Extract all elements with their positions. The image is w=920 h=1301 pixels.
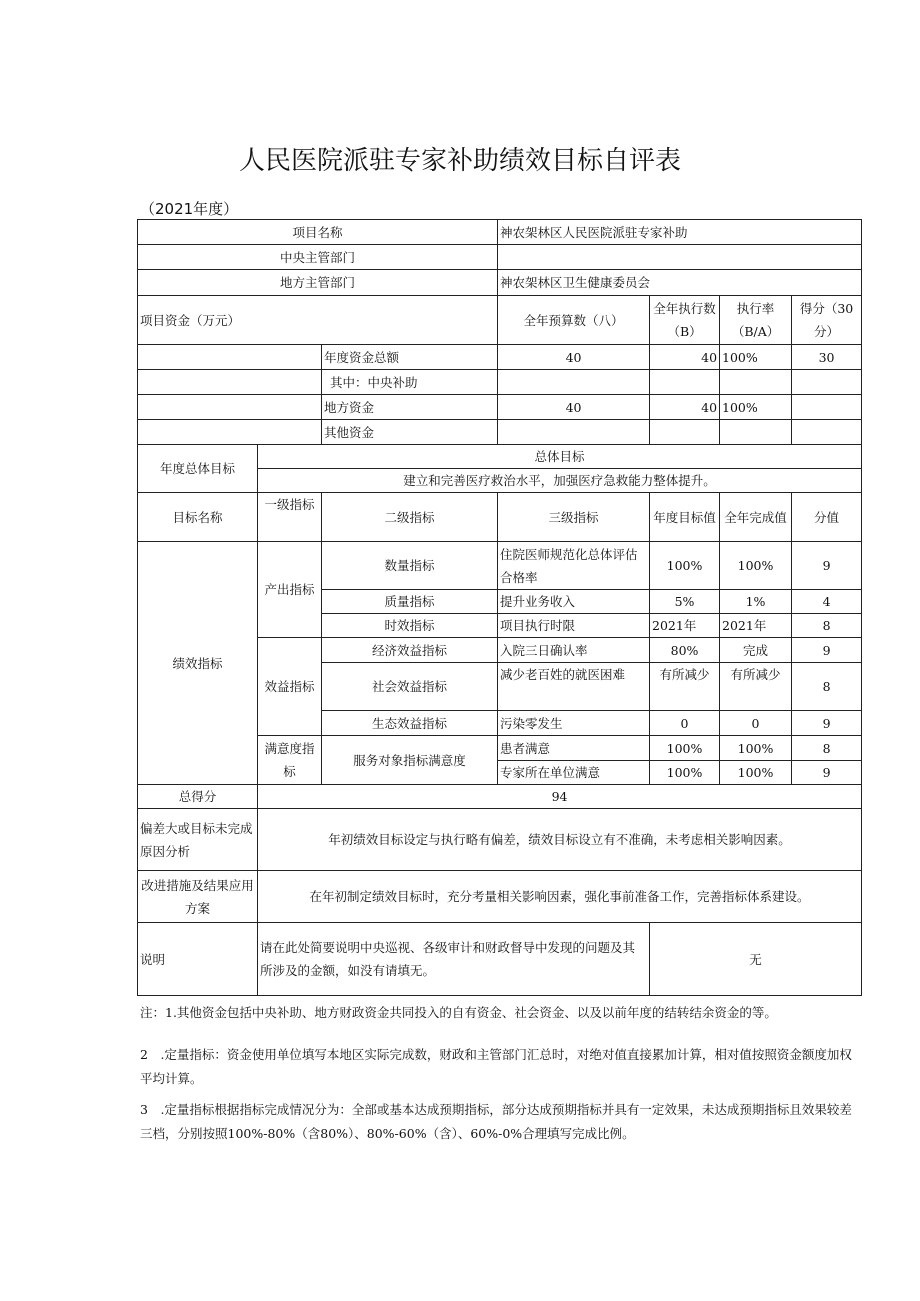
score-cell: 9 [792,711,862,736]
level2-cell: 服务对象指标满意度 [322,736,498,785]
level3-cell: 提升业务收入 [498,590,650,614]
footnote-2: 2 .定量指标：资金使用单位填写本地区实际完成数，财政和主管部门汇总时，对绝对值直接累加计算，相对值按照资金额度加权平均计算。 [140,1047,852,1086]
footnote-3: 3 .定量指标根据指标完成情况分为：全部或基本达成预期指标，部分达成预期指标并具有一定效果，未达成预期指标且效果较差三档，分别按照100%-80%（含80%）、80%-60%（含）、60%-0%合理填写完成比例。 [140,1102,852,1141]
score-col-header: 分值 [792,493,862,542]
annual-total-budget: 40 [498,345,650,370]
central-dept-value [498,245,862,270]
level3-cell: 患者满意 [498,736,650,761]
level1-header: 一级指标 [258,493,322,542]
score-cell: 9 [792,542,862,590]
actual-cell: 100% [720,761,792,785]
self-evaluation-table [137,219,862,996]
score-cell: 9 [792,761,862,785]
score-cell: 8 [792,736,862,761]
level2-cell: 时效指标 [322,614,498,638]
footnote-1: 注：1.其他资金包括中央补助、地方财政资金共同投入的自有资金、社会资金、以及以前年度的结转结余资金的等。 [140,1005,777,1020]
target-cell: 100% [650,736,720,761]
target-header: 年度目标值 [650,493,720,542]
score-cell: 9 [792,638,862,663]
level3-cell: 减少老百姓的就医困难 [498,663,650,711]
annual-total-score: 30 [792,345,862,370]
actual-cell: 完成 [720,638,792,663]
target-cell: 有所减少 [650,663,720,711]
output-label: 产出指标 [258,542,322,638]
year-label: （2021年度） [140,200,239,218]
annual-total-executed: 40 [650,345,720,370]
level3-cell: 项目执行时限 [498,614,650,638]
actual-cell: 100% [720,542,792,590]
target-cell: 2021年 [650,614,720,638]
central-dept-label: 中央主管部门 [138,245,498,270]
budget-header: 全年预算数（八） [498,296,650,345]
level2-cell: 数量指标 [322,542,498,590]
target-cell: 0 [650,711,720,736]
total-score-value: 94 [258,785,862,809]
level2-header: 二级指标 [322,493,498,542]
target-cell: 100% [650,542,720,590]
annual-goal-label: 年度总体目标 [138,445,258,493]
level3-header: 三级指标 [498,493,650,542]
central-subsidy-label: 其中：中央补助 [322,370,498,395]
local-funds-rate: 100% [720,395,792,420]
actual-header: 全年完成值 [720,493,792,542]
level3-cell: 污染零发生 [498,711,650,736]
local-funds-label: 地方资金 [322,395,498,420]
level2-cell: 经济效益指标 [322,638,498,663]
actual-cell: 0 [720,711,792,736]
target-cell: 5% [650,590,720,614]
actual-cell: 2021年 [720,614,792,638]
overall-goal-header: 总体目标 [258,445,862,469]
target-cell: 100% [650,761,720,785]
score-header: 得分（30分） [792,296,862,345]
score-cell: 4 [792,590,862,614]
note-value: 无 [650,923,862,996]
perf-label: 绩效指标 [138,542,258,785]
local-funds-budget: 40 [498,395,650,420]
satisfaction-label: 满意度指标 [258,736,322,785]
level3-cell: 入院三日确认率 [498,638,650,663]
goal-name-header: 目标名称 [138,493,258,542]
score-cell: 8 [792,663,862,711]
annual-total-label: 年度资金总额 [322,345,498,370]
total-score-label: 总得分 [138,785,258,809]
level2-cell: 社会效益指标 [322,663,498,711]
project-name-label: 项目名称 [138,220,498,245]
benefit-label: 效益指标 [258,638,322,736]
level3-cell: 专家所在单位满意 [498,761,650,785]
local-dept-label: 地方主管部门 [138,270,498,296]
overall-goal-text: 建立和完善医疗救治水平，加强医疗急救能力整体提升。 [258,469,862,493]
actual-cell: 100% [720,736,792,761]
table-row [138,542,862,590]
annual-total-rate: 100% [720,345,792,370]
level2-cell: 质量指标 [322,590,498,614]
actual-cell: 1% [720,590,792,614]
rate-header: 执行率（B/A） [720,296,792,345]
improve-label: 改进措施及结果应用方案 [138,871,258,923]
local-funds-executed: 40 [650,395,720,420]
project-name-value: 神农架林区人民医院派驻专家补助 [498,220,862,245]
actual-cell: 有所减少 [720,663,792,711]
deviation-text: 年初绩效目标设定与执行略有偏差，绩效目标设立有不准确，未考虑相关影响因素。 [258,809,862,871]
level2-cell: 生态效益指标 [322,711,498,736]
level3-cell: 住院医师规范化总体评估合格率 [498,542,650,590]
executed-header: 全年执行数（B） [650,296,720,345]
improve-text: 在年初制定绩效目标时，充分考量相关影响因素，强化事前准备工作，完善指标体系建设。 [258,871,862,923]
deviation-label: 偏差大或目标未完成原因分析 [138,809,258,871]
note-label: 说明 [138,923,258,996]
local-dept-value: 神农架林区卫生健康委员会 [498,270,862,296]
score-cell: 8 [792,614,862,638]
target-cell: 80% [650,638,720,663]
note-prompt: 请在此处简要说明中央巡视、各级审计和财政督导中发现的问题及其所涉及的金额，如没有请填无。 [258,923,650,996]
other-funds-label: 其他资金 [322,420,498,445]
page-title: 人民医院派驻专家补助绩效目标自评表 [238,146,681,176]
funds-label: 项目资金（万元） [138,296,498,345]
